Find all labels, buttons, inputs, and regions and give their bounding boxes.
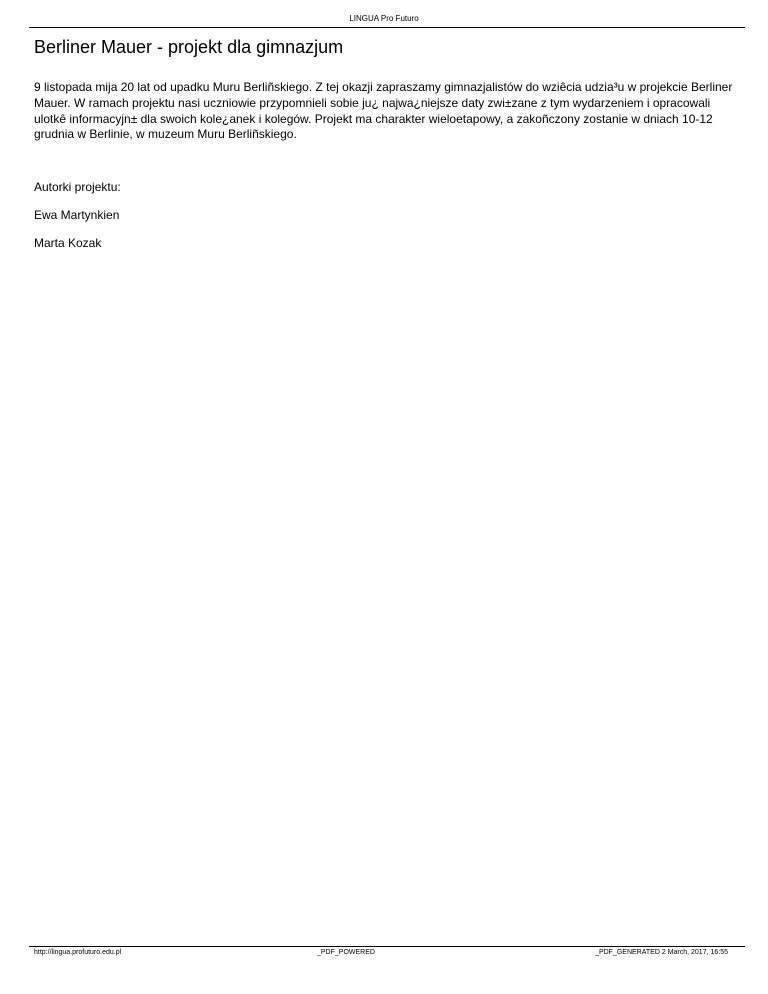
article-paragraph: 9 listopada mija 20 lat od upadku Muru Berliñskiego. Z tej okazji zapraszamy gimnazjalistów do wziêcia udzia³u w projekcie Berliner Mauer. W ramach projektu nasi uczniowie przypomnieli sobie ju¿ najwa¿niejsze daty zwi±zane z tym wydarzeniem i opracowali ulotkê informacyjn± dla swoich kole¿anek i kolegów. Projekt ma charakter wieloetapowy, a zakoñczony zostanie w dniach 10-12 grudnia w Berlinie, w muzeum Muru Berliñskiego.	[34, 80, 733, 142]
header-divider	[29, 27, 745, 28]
footer-divider	[29, 946, 745, 947]
author-name: Marta Kozak	[34, 236, 102, 250]
authors-heading: Autorki projektu:	[34, 180, 121, 194]
author-name: Ewa Martynkien	[34, 208, 120, 222]
page-title: Berliner Mauer - projekt dla gimnazjum	[34, 37, 344, 57]
running-header: LINGUA Pro Futuro	[349, 14, 419, 23]
footer-url: http://lingua.profuturo.edu.pl	[34, 949, 122, 956]
footer-generated: _PDF_GENERATED 2 March, 2017, 16:55	[595, 949, 728, 956]
footer-powered: _PDF_POWERED	[317, 949, 375, 956]
